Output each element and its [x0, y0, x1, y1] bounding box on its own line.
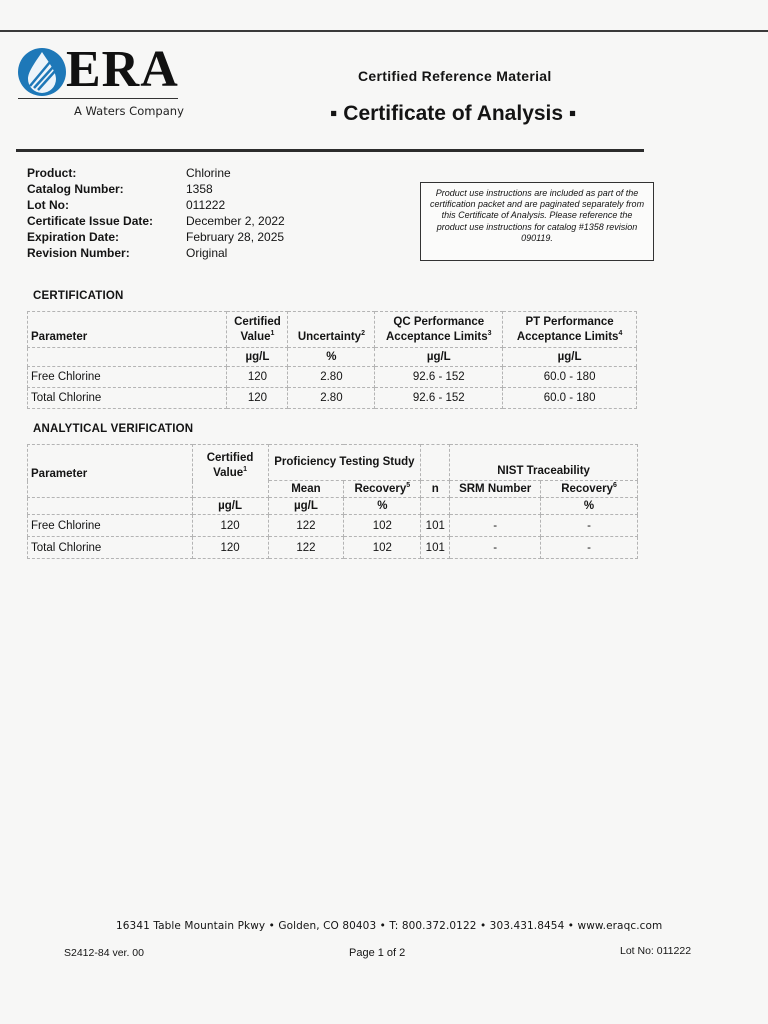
info-row-catalog: [27, 182, 366, 198]
header-pt-limits: PT Performance Acceptance Limits$^4$: [503, 312, 637, 348]
analytical-verification-table: [27, 444, 638, 559]
cell-nist-recovery: -: [541, 515, 638, 537]
units-empty: [450, 498, 541, 515]
top-rule: [0, 30, 768, 32]
table-row: [28, 367, 637, 388]
cell-parameter: Free Chlorine: [28, 367, 227, 388]
cell-n: 101: [421, 515, 450, 537]
header-qc-limits: QC Performance Acceptance Limits$^3$: [375, 312, 503, 348]
cell-pt: 60.0 - 180: [503, 388, 637, 409]
era-logo: [16, 41, 186, 126]
info-value: 011222: [186, 198, 226, 212]
footer-address: 16341 Table Mountain Pkwy • Golden, CO 80403 • T: 800.372.0122 • 303.431.8454 • www.eraqc.com: [116, 920, 663, 932]
product-info: [27, 166, 366, 262]
header-recovery: Recovery$^5$: [344, 481, 421, 498]
usage-notice: Product use instructions are included as part of the certification packet and are paginated separately from this Certificate of Analysis. Please reference the product use instructions for catalog #1358 revision 090119.: [420, 182, 654, 261]
header-nist-traceability: NIST Traceability: [450, 445, 638, 481]
info-value: February 28, 2025: [186, 230, 285, 244]
info-value: 1358: [186, 182, 213, 196]
water-drop-icon: [16, 46, 68, 98]
units-empty: [28, 348, 227, 367]
header-uncertainty: Uncertainty$^2$: [288, 312, 375, 348]
units-row: [28, 348, 637, 367]
cell-certified-value: 120: [192, 537, 268, 559]
header-certified-value: Certified Value$^1$: [192, 445, 268, 498]
cell-certified-value: 120: [192, 515, 268, 537]
certification-table: [27, 311, 637, 409]
units-row: [28, 498, 638, 515]
table-row: [28, 537, 638, 559]
cell-pt: 60.0 - 180: [503, 367, 637, 388]
cell-qc: 92.6 - 152: [375, 388, 503, 409]
info-label: Expiration Date:: [27, 230, 120, 244]
logo-tagline: A Waters Company: [74, 104, 184, 118]
cell-n: 101: [421, 537, 450, 559]
header-srm-number: SRM Number: [450, 481, 541, 498]
page-title: ▪ Certificate of Analysis ▪: [330, 102, 577, 125]
unit-certified-value: µg/L: [192, 498, 268, 515]
info-label: Lot No:: [27, 198, 69, 212]
footer-form-id: S2412-84 ver. 00: [64, 947, 144, 959]
info-value: December 2, 2022: [186, 214, 285, 228]
header-parameter: Parameter: [28, 445, 193, 498]
info-row-issue-date: [27, 214, 366, 230]
crm-label: Certified Reference Material: [358, 68, 552, 84]
header-proficiency-study: Proficiency Testing Study: [268, 445, 421, 481]
unit-certified-value: µg/L: [227, 348, 288, 367]
cell-recovery: 102: [344, 515, 421, 537]
cell-parameter: Total Chlorine: [28, 388, 227, 409]
info-value: Chlorine: [186, 166, 231, 180]
table-header-row: [28, 312, 637, 348]
footer-page-number: Page 1 of 2: [349, 947, 406, 959]
cell-uncertainty: 2.80: [288, 388, 375, 409]
info-label: Catalog Number:: [27, 182, 124, 196]
header-mean: Mean: [268, 481, 344, 498]
logo-rule: [18, 98, 178, 99]
units-empty: [28, 498, 193, 515]
header-nist-recovery: Recovery$^6$: [541, 481, 638, 498]
unit-mean: µg/L: [268, 498, 344, 515]
info-value: Original: [186, 246, 228, 260]
info-label: Product:: [27, 166, 77, 180]
table-row: [28, 515, 638, 537]
header-parameter: Parameter: [28, 312, 227, 348]
cell-srm-number: -: [450, 515, 541, 537]
cell-uncertainty: 2.80: [288, 367, 375, 388]
unit-nist-recovery: %: [541, 498, 638, 515]
unit-recovery: %: [344, 498, 421, 515]
info-label: Revision Number:: [27, 246, 130, 260]
table-row: [28, 388, 637, 409]
header-rule: [16, 149, 644, 152]
unit-pt: µg/L: [503, 348, 637, 367]
cell-mean: 122: [268, 515, 344, 537]
cell-qc: 92.6 - 152: [375, 367, 503, 388]
section-title-certification: CERTIFICATION: [33, 290, 124, 302]
section-title-analytical-verification: ANALYTICAL VERIFICATION: [33, 423, 194, 435]
cell-srm-number: -: [450, 537, 541, 559]
info-label: Certificate Issue Date:: [27, 214, 154, 228]
table-header-row: [28, 445, 638, 481]
unit-uncertainty: %: [288, 348, 375, 367]
cell-certified-value: 120: [227, 367, 288, 388]
header-n: n: [421, 481, 450, 498]
cell-certified-value: 120: [227, 388, 288, 409]
header-certified-value: Certified Value$^1$: [227, 312, 288, 348]
cell-parameter: Free Chlorine: [28, 515, 193, 537]
info-row-revision: [27, 246, 366, 262]
unit-qc: µg/L: [375, 348, 503, 367]
units-empty: [421, 498, 450, 515]
footer-lot: Lot No: 011222: [620, 945, 692, 957]
logo-text: ERA: [66, 41, 179, 98]
info-row-product: [27, 166, 366, 182]
cell-nist-recovery: -: [541, 537, 638, 559]
header-n-spacer: [421, 445, 450, 481]
cell-mean: 122: [268, 537, 344, 559]
cell-recovery: 102: [344, 537, 421, 559]
cell-parameter: Total Chlorine: [28, 537, 193, 559]
info-row-lot: [27, 198, 366, 214]
info-row-expiration: [27, 230, 366, 246]
